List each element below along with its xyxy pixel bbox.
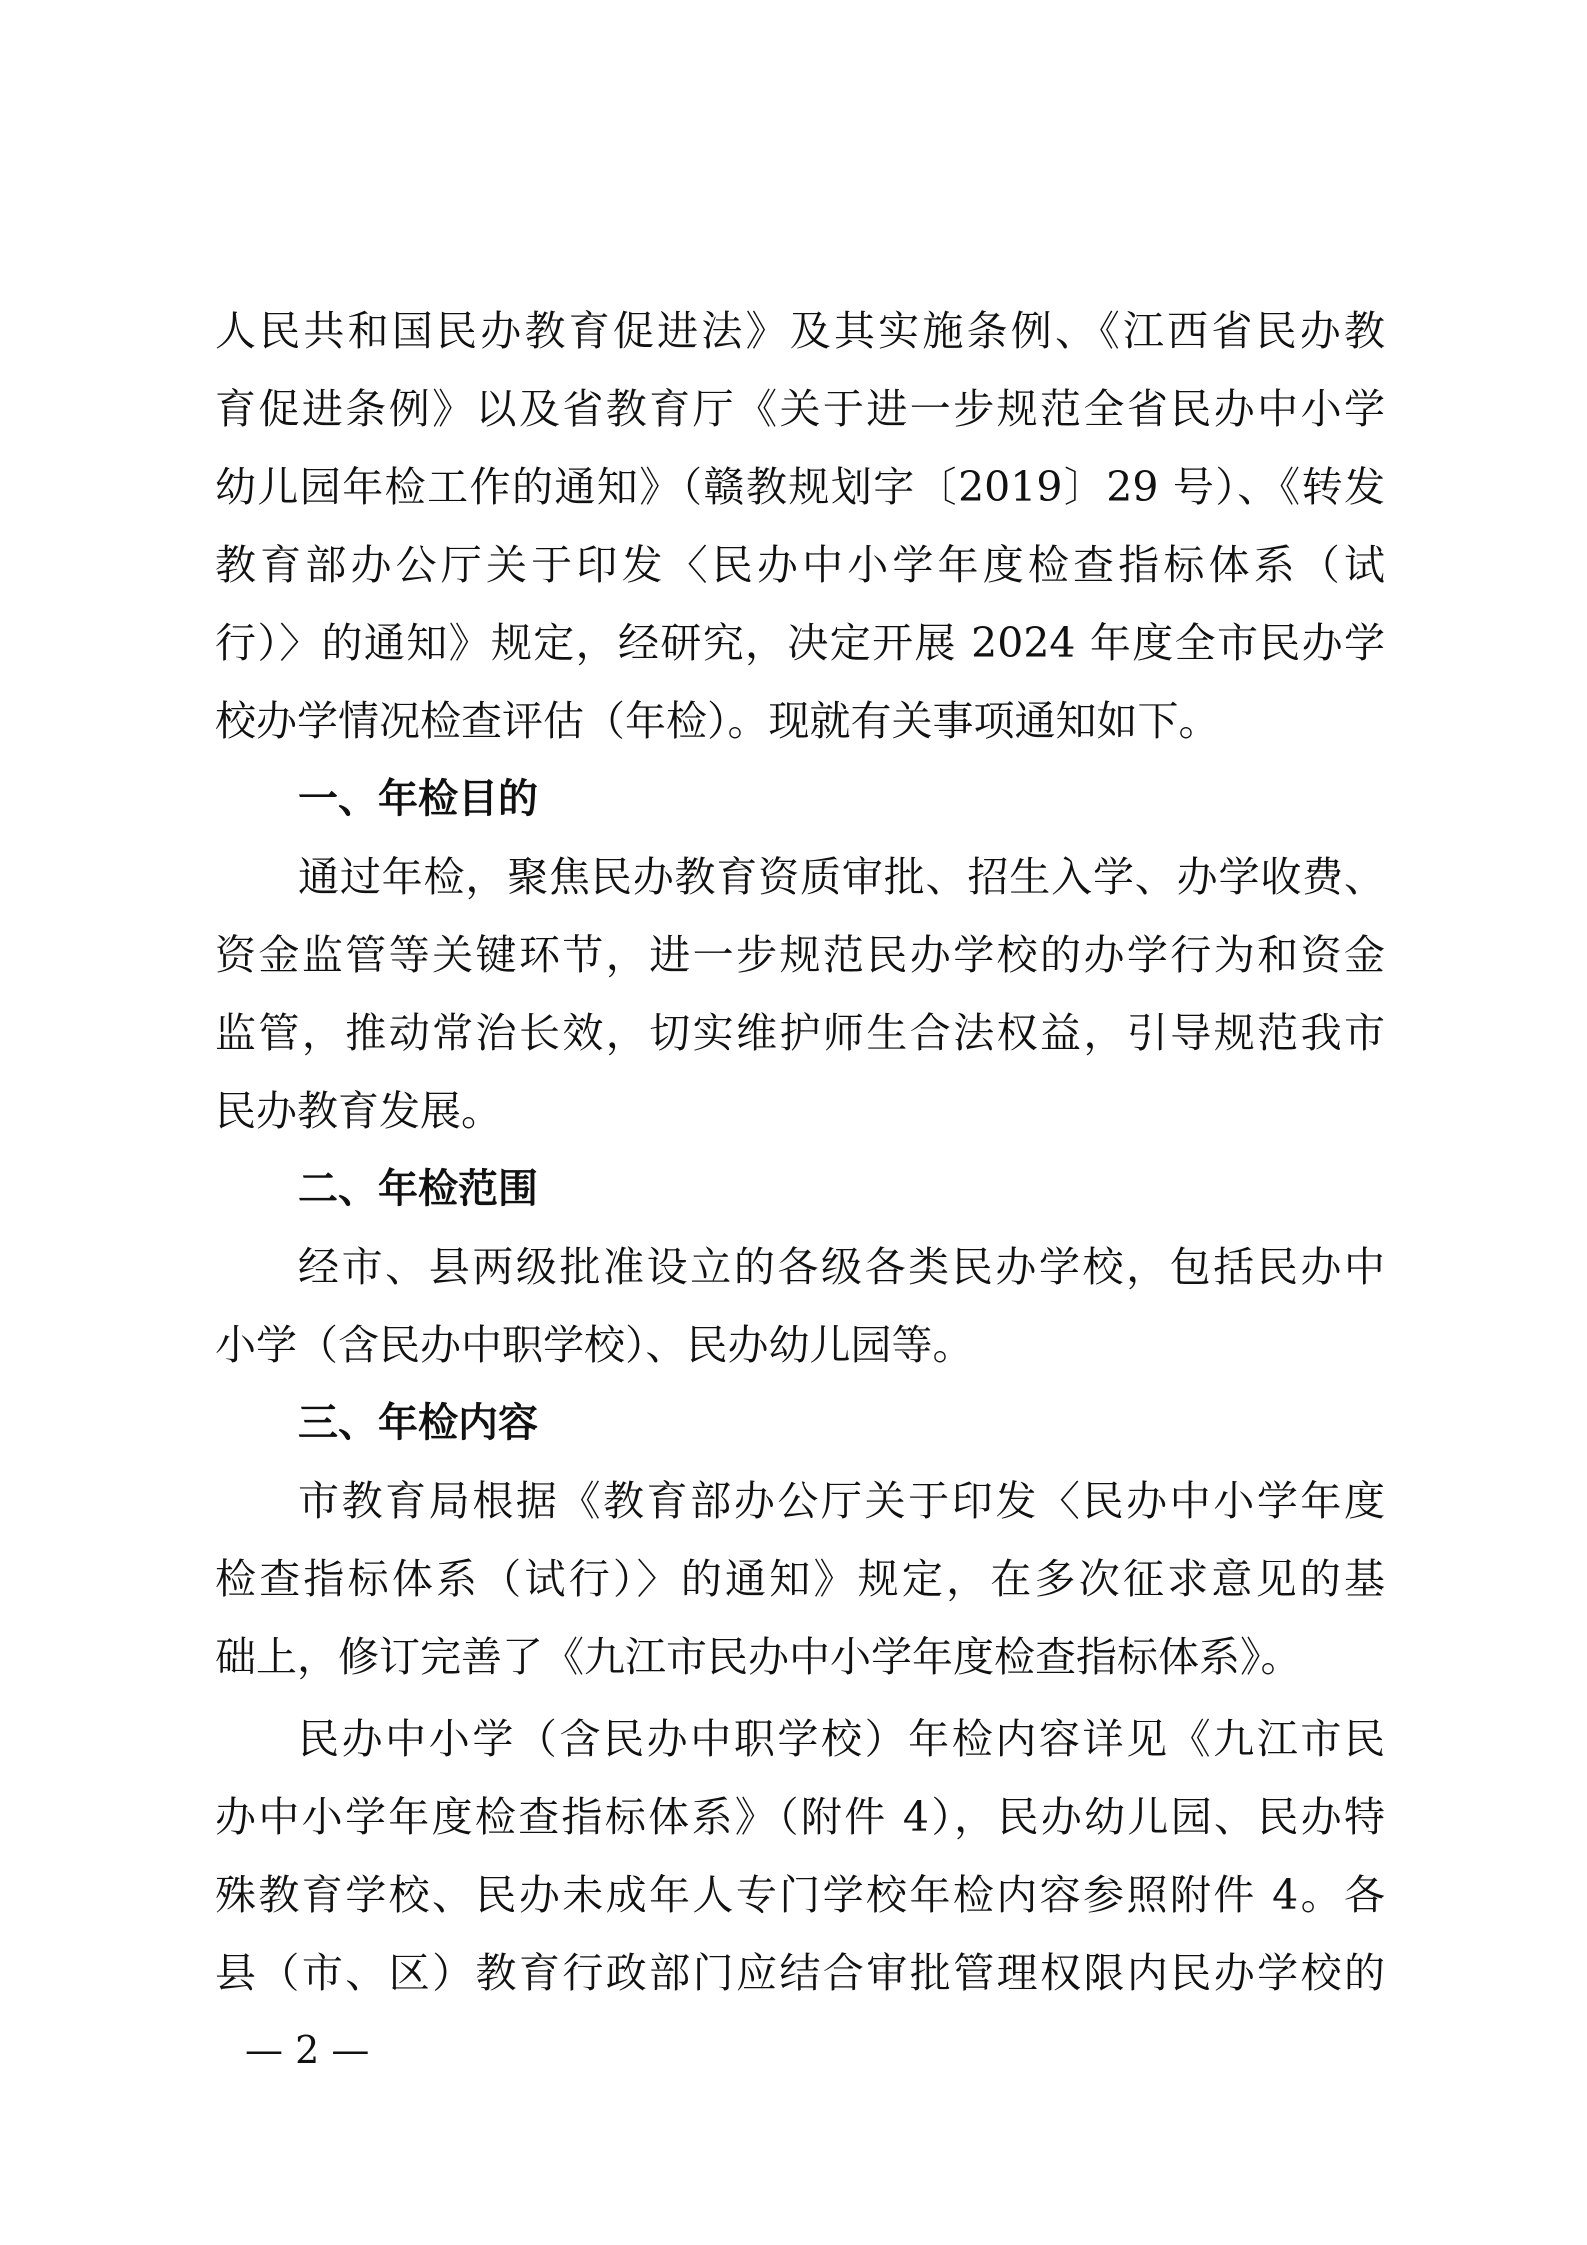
- paragraph-line: 础上，修订完善了《九江市民办中小学年度检查指标体系》。: [215, 1633, 1302, 1681]
- section-heading-purpose: 一、年检目的: [298, 776, 538, 822]
- section-heading-scope: 二、年检范围: [298, 1166, 538, 1212]
- intro-paragraph: [215, 292, 1385, 760]
- purpose-paragraph: [215, 838, 1385, 1150]
- content-paragraph-2: [215, 1700, 1385, 2012]
- paragraph-line: 检查指标体系（试行）〉的通知》规定，在多次征求意见的基: [215, 1555, 1385, 1603]
- paragraph-line: 办中小学年度检查指标体系》（附件 4），民办幼儿园、民办特: [215, 1793, 1385, 1841]
- content-paragraph-1: [215, 1462, 1385, 1696]
- paragraph-line: 行）〉的通知》规定，经研究，决定开展 2024 年度全市民办学: [215, 619, 1385, 667]
- paragraph-line: 监管，推动常治长效，切实维护师生合法权益，引导规范我市: [215, 1009, 1385, 1057]
- paragraph-line: 民办中小学（含民办中职学校）年检内容详见《九江市民: [298, 1715, 1385, 1763]
- paragraph-line: 市教育局根据《教育部办公厅关于印发〈民办中小学年度: [298, 1477, 1385, 1525]
- section-heading-content: 三、年检内容: [298, 1400, 538, 1446]
- scope-paragraph: [215, 1228, 1385, 1384]
- paragraph-line: 民办教育发展。: [215, 1087, 502, 1135]
- paragraph-line: 幼儿园年检工作的通知》（赣教规划字〔2019〕29 号）、《转发: [215, 463, 1385, 511]
- paragraph-line: 资金监管等关键环节，进一步规范民办学校的办学行为和资金: [215, 931, 1385, 979]
- paragraph-line: 经市、县两级批准设立的各级各类民办学校，包括民办中: [298, 1243, 1385, 1291]
- document-body: [215, 292, 1385, 2012]
- paragraph-line: 校办学情况检查评估（年检）。现就有关事项通知如下。: [215, 697, 1220, 745]
- page-number: — 2 —: [245, 2028, 370, 2072]
- paragraph-line: 小学（含民办中职学校）、民办幼儿园等。: [215, 1321, 974, 1369]
- paragraph-line: 殊教育学校、民办未成年人专门学校年检内容参照附件 4。各: [215, 1871, 1385, 1919]
- paragraph-line: 县（市、区）教育行政部门应结合审批管理权限内民办学校的: [215, 1949, 1385, 1997]
- paragraph-line: 育促进条例》以及省教育厅《关于进一步规范全省民办中小学: [215, 385, 1385, 433]
- paragraph-line: 教育部办公厅关于印发〈民办中小学年度检查指标体系（试: [215, 541, 1385, 589]
- paragraph-line: 人民共和国民办教育促进法》及其实施条例、《江西省民办教: [215, 307, 1385, 355]
- paragraph-line: 通过年检，聚焦民办教育资质审批、招生入学、办学收费、: [298, 853, 1385, 901]
